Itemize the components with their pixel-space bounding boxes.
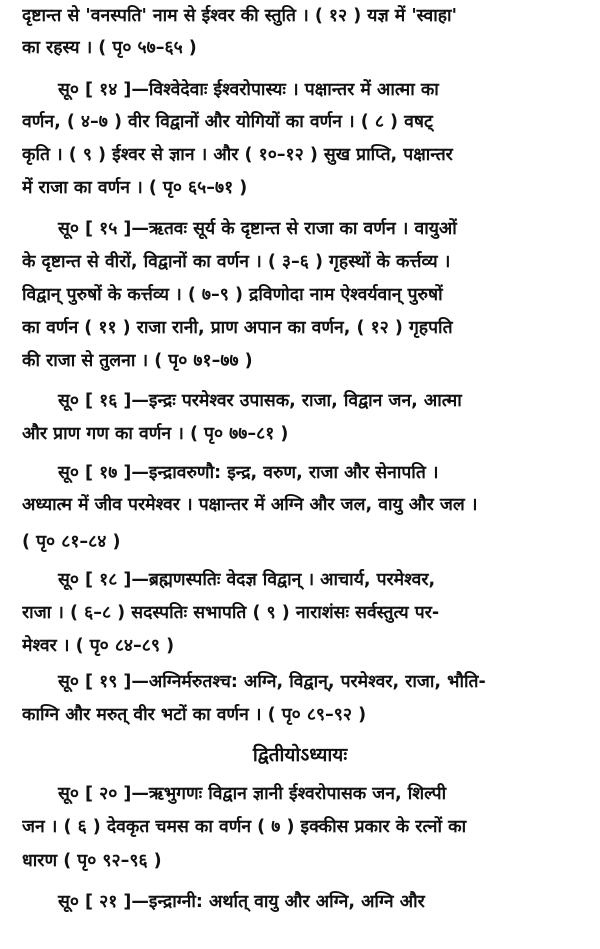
text-line: में राजा का वर्णन । ( पृ० ६५–७१ ) (22, 178, 248, 198)
sukta-line: सू० [ २० ]—ऋभुगणः विद्वान ज्ञानी ईश्वरोपासक जन, शिल्पी (58, 784, 447, 804)
text-line: धारण ( पृ० ९२–९६ ) (22, 851, 162, 871)
sukta-line: सू० [ १७ ]—इन्द्रावरुणौ: इन्द्र, वरुण, राजा और सेनापति । (58, 463, 439, 483)
text-line: दृष्टान्त से 'वनस्पति' नाम से ईश्वर की स्तुति । ( १२ ) यज्ञ में 'स्वाहा' (22, 6, 457, 26)
sukta-line: सू० [ १९ ]—अग्निर्मरुतश्च: अग्नि, विद्वान्, परमेश्वर, राजा, भौति- (58, 672, 486, 692)
text-line: मेश्वर । ( पृ० ८४–८९ ) (22, 636, 175, 656)
text-line: अध्यात्म में जीव परमेश्वर । पक्षान्तर में अग्नि और जल, वायु और जल । (22, 495, 478, 515)
text-line: जन । ( ६ ) देवकृत चमस का वर्णन ( ७ ) इक्कीस प्रकार के रत्नों का (22, 817, 467, 837)
text-line: के दृष्टान्त से वीरों, विद्वानों का वर्णन । ( ३–६ ) गृहस्थों के कर्त्तव्य । (22, 252, 451, 272)
sukta-line: सू० [ १४ ]—विश्वेदेवाः ईश्वरोपास्यः । पक्षान्तर में आत्मा का (58, 80, 439, 100)
sukta-line: सू० [ १६ ]—इन्द्रः परमेश्वर उपासक, राजा, विद्वान जन, आत्मा (58, 391, 462, 411)
text-line: विद्वान् पुरुषों के कर्त्तव्य । ( ७–९ ) द्रविणोदा नाम ऐश्वर्यवान् पुरुषों (22, 285, 443, 305)
text-line: राजा । ( ६–८ ) सदस्पतिः सभापति ( ९ ) नाराशंसः सर्वस्तुत्य पर- (22, 603, 440, 623)
text-line: की राजा से तुलना । ( पृ० ७१–७७ ) (22, 351, 253, 371)
text-line: और प्राण गण का वर्णन । ( पृ० ७७–८१ ) (22, 424, 289, 444)
text-line: कृति । ( ९ ) ईश्वर से ज्ञान । और ( १०–१२ ) सुख प्राप्ति, पक्षान्तर (22, 145, 453, 165)
text-line: ( पृ० ८१–८४ ) (22, 532, 121, 552)
text-line: का वर्णन ( ११ ) राजा रानी, प्राण अपान का वर्णन, ( १२ ) गृहपति (22, 318, 453, 338)
text-line: काग्नि और मरुत् वीर भटों का वर्णन । ( पृ० ८९–९२ ) (22, 705, 367, 725)
text-line: का रहस्य । ( पृ० ५७–६५ ) (22, 38, 197, 58)
sukta-line: सू० [ १५ ]—ऋतवः सूर्य के दृष्टान्त से राजा का वर्णन । वायुओं (58, 219, 457, 239)
text-line: वर्णन, ( ४–७ ) वीर विद्वानों और योगियों का वर्णन । ( ८ ) वषट् (22, 112, 433, 132)
sukta-line: सू० [ २१ ]—इन्द्राग्नी: अर्थात् वायु और अग्नि, अग्नि और (58, 892, 425, 912)
chapter-heading: द्वितीयोऽध्यायः (252, 744, 348, 766)
sukta-line: सू० [ १८ ]—ब्रह्मणस्पतिः वेदज्ञ विद्वान् । आचार्य, परमेश्वर, (58, 570, 436, 590)
